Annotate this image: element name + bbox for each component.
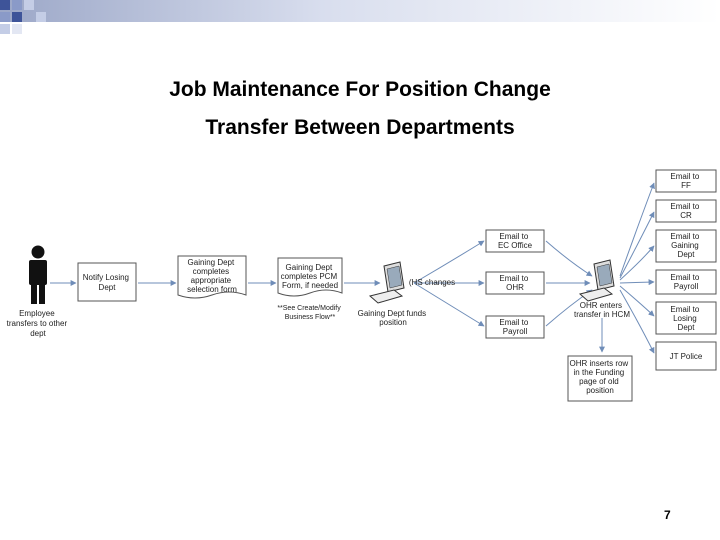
- slide-subtitle: Transfer Between Departments: [205, 116, 515, 139]
- email-payroll-label: Email to Payroll: [499, 318, 529, 336]
- notify-losing-dept-box: [78, 263, 136, 301]
- ohr-enters-transfer-label: OHR enters transfer in HCM: [573, 301, 631, 319]
- email-ohr-label: Email to OHR: [499, 274, 529, 292]
- slide-title: Job Maintenance For Position Change: [169, 78, 551, 101]
- computer-icon: [580, 260, 614, 301]
- employee-person-icon: [29, 246, 47, 305]
- notify-losing-dept-label: Notify Losing Dept: [82, 273, 130, 292]
- ohr-inserts-row-label: OHR inserts row in the Funding page of old position: [569, 359, 629, 395]
- pcm-form-label: Gaining Dept completes PCM Form, if needed: [280, 263, 339, 290]
- selection-form-label: Gaining Dept completes appropriate selection form: [187, 258, 237, 294]
- page-number: 7: [664, 508, 671, 522]
- pcm-form-note: **See Create/Modify Business Flow**: [277, 305, 341, 321]
- hs-changes-label: (HS changes: [408, 278, 456, 287]
- email-gaining-dept-label: Email to Gaining Dept: [670, 232, 700, 259]
- email-payroll-right-label: Email to Payroll: [670, 273, 700, 291]
- jt-police-label: JT Police: [669, 352, 703, 361]
- email-losing-dept-label: Email to Losing Dept: [670, 305, 700, 332]
- gaining-dept-funds-label: Gaining Dept funds position: [357, 309, 427, 327]
- email-ec-office-label: Email to EC Office: [497, 232, 533, 250]
- employee-label: Employee transfers to other dept: [6, 309, 68, 338]
- email-ff-label: Email to FF: [670, 172, 700, 190]
- email-cr-label: Email to CR: [670, 202, 700, 220]
- connectors: [50, 183, 654, 353]
